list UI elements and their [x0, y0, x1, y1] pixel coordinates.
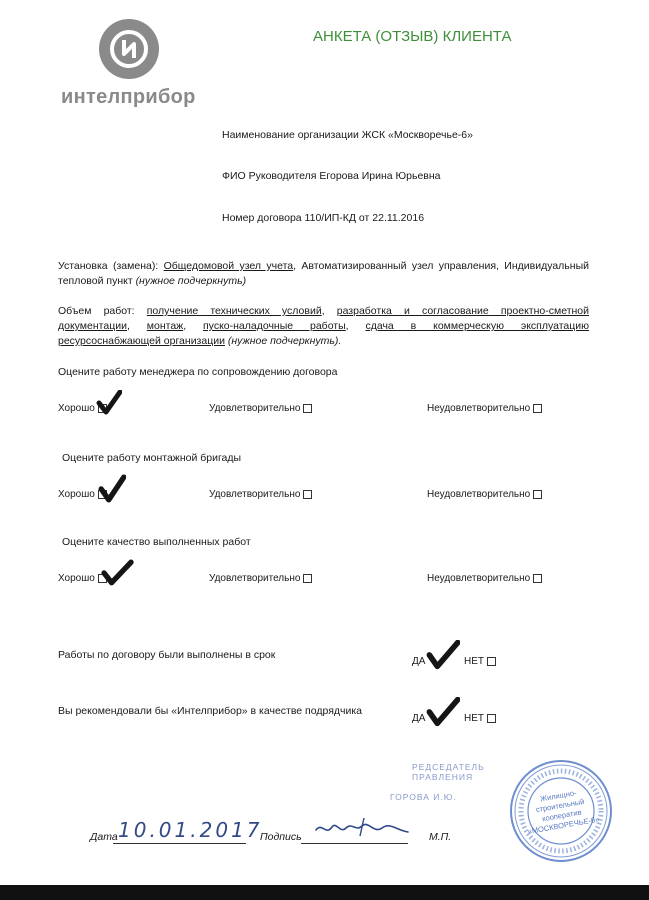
- option-yes[interactable]: ДА: [412, 713, 426, 724]
- scope-item: монтаж: [146, 320, 184, 332]
- checkmark-icon: [96, 390, 122, 416]
- checkmark-icon: [426, 640, 460, 670]
- question-recommend: Вы рекомендовали бы «Интелприбор» в качестве подрядчика: [58, 705, 363, 717]
- date-value[interactable]: 10.01.2017: [118, 818, 263, 842]
- scope-note: (нужное подчеркнуть).: [227, 335, 342, 347]
- director-name: ФИО Руководителя Егорова Ирина Юрьевна: [222, 170, 441, 182]
- scope-item: сдача в коммерческую эксплуатацию ресурсоснабжающей организации: [58, 320, 589, 347]
- option-unsatisfactory[interactable]: Неудовлетворительно: [427, 403, 542, 414]
- checkbox-unsatisfactory[interactable]: [533, 574, 542, 583]
- option-no[interactable]: НЕТ: [464, 656, 496, 667]
- scope-item: получение технических условий: [146, 305, 322, 317]
- seal-label: М.П.: [429, 831, 452, 843]
- checkbox-unsatisfactory[interactable]: [533, 490, 542, 499]
- checkbox-no[interactable]: [487, 657, 496, 666]
- installation-option-selected: Общедомовой узел учета: [163, 260, 294, 272]
- rectangular-stamp: РЕДСЕДАТЕЛЬ ПРАВЛЕНИЯ ГОРОВА И.Ю.: [390, 762, 485, 802]
- option-unsatisfactory[interactable]: Неудовлетворительно: [427, 573, 542, 584]
- checkbox-satisfactory[interactable]: [303, 490, 312, 499]
- question-manager: Оцените работу менеджера по сопровождению договора: [58, 366, 338, 378]
- option-satisfactory[interactable]: Удовлетворительно: [209, 573, 312, 584]
- option-no[interactable]: НЕТ: [464, 713, 496, 724]
- scope-paragraph: Объем работ: получение технических условий, разработка и согласование проектно-сметной документации, монтаж, пуско-наладочные работы, сдача в коммерческую эксплуатацию ресурсоснабжающей организации (нужное подчеркнуть).: [58, 305, 590, 347]
- question-quality: Оцените качество выполненных работ: [62, 536, 251, 548]
- scan-bottom-edge: [0, 885, 649, 900]
- checkmark-icon: [100, 559, 134, 587]
- installation-paragraph: [58, 259, 589, 289]
- installation-label: Установка (замена):: [58, 260, 159, 272]
- scope-item: пуско-наладочные работы: [203, 320, 346, 332]
- date-label: Дата: [90, 831, 118, 843]
- scope-label: Объем работ:: [58, 305, 135, 317]
- option-yes[interactable]: ДА: [412, 656, 426, 667]
- contract-number: Номер договора 110/ИП-КД от 22.11.2016: [222, 212, 425, 224]
- checkmark-icon: [426, 697, 460, 727]
- round-stamp-text: Жилищно-строительный кооператив «МОСКВОРЕЧЬЕ-6»: [527, 788, 600, 836]
- checkmark-icon: [98, 474, 126, 504]
- question-on-time: Работы по договору были выполнены в срок: [58, 649, 276, 661]
- option-unsatisfactory[interactable]: Неудовлетворительно: [427, 489, 542, 500]
- checkbox-satisfactory[interactable]: [303, 404, 312, 413]
- checkbox-satisfactory[interactable]: [303, 574, 312, 583]
- installation-other-options: , Автоматизированный узел управления, Индивидуальный тепловой пункт: [58, 260, 589, 287]
- signature-label: Подпись: [260, 831, 302, 843]
- organization-name: Наименование организации ЖСК «Москворечье-6»: [222, 129, 473, 141]
- signature-icon[interactable]: [312, 812, 412, 844]
- company-logo-icon: [98, 18, 160, 80]
- option-satisfactory[interactable]: Удовлетворительно: [209, 403, 312, 414]
- question-crew: Оцените работу монтажной бригады: [62, 452, 242, 464]
- form-title: АНКЕТА (ОТЗЫВ) КЛИЕНТА: [313, 28, 512, 45]
- checkbox-no[interactable]: [487, 714, 496, 723]
- option-good[interactable]: Хорошо: [58, 403, 107, 414]
- date-line: [113, 843, 246, 844]
- checkbox-unsatisfactory[interactable]: [533, 404, 542, 413]
- option-good[interactable]: Хорошо: [58, 573, 107, 584]
- option-satisfactory[interactable]: Удовлетворительно: [209, 489, 312, 500]
- scope-item: разработка и согласование проектно-сметной документации: [58, 305, 590, 332]
- option-good[interactable]: Хорошо: [58, 489, 107, 500]
- company-logo-text: интелприбор: [61, 86, 196, 108]
- installation-note: (нужное подчеркнуть): [135, 275, 247, 287]
